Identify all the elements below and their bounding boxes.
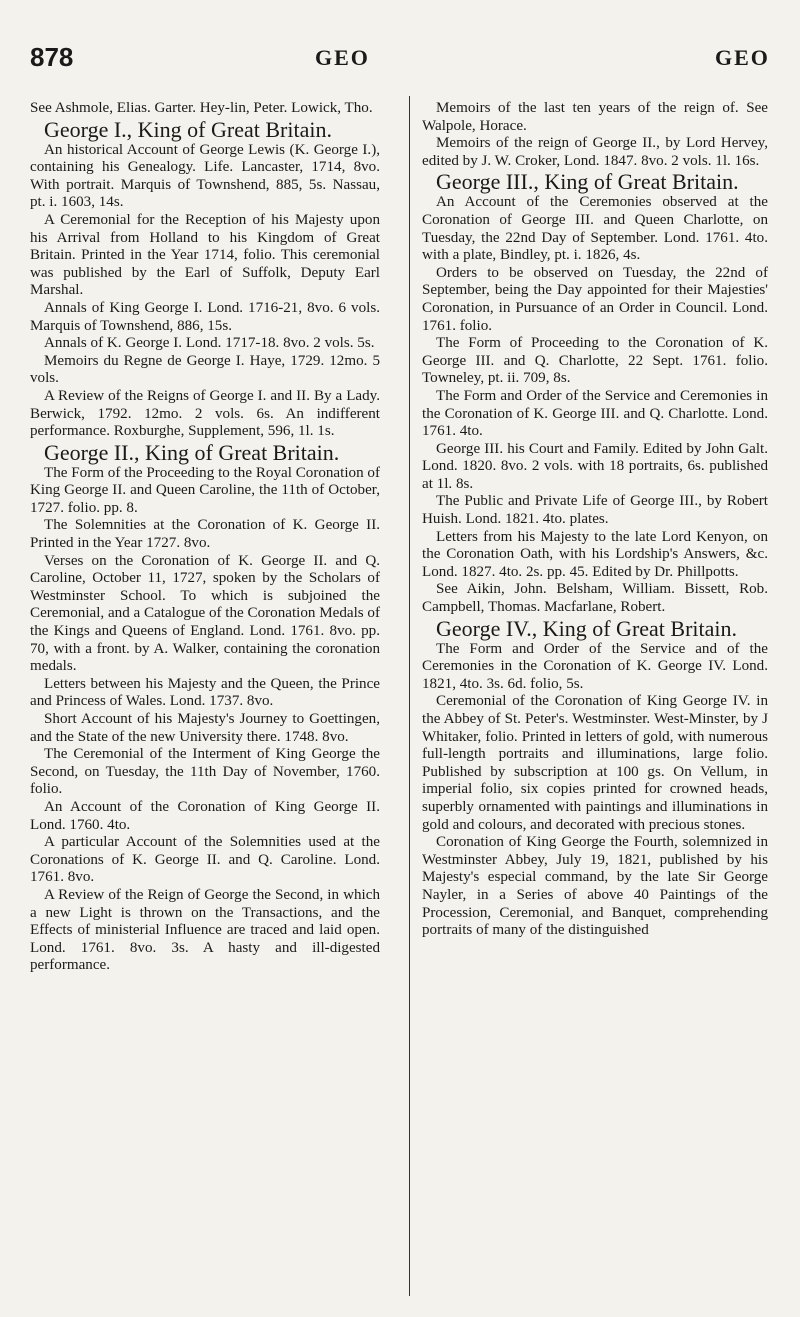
entry: A Review of the Reign of George the Second, in which a new Light is thrown on the Transactions, and the Effects of ministerial Influence are traced and laid open. Lond. 1761. 8vo. 3s. A hasty and ill-digested performance.: [30, 886, 380, 974]
entry: The Ceremonial of the Interment of King George the Second, on Tuesday, the 11th Day of November, 1760. folio.: [30, 746, 380, 798]
see-reference: See Ashmole, Elias. Garter. Hey-lin, Peter. Lowick, Tho.: [30, 100, 373, 116]
heading-george-iv: George IV., King of Great Britain.: [436, 615, 738, 641]
entry: The Form and Order of the Service and Ceremonies in the Coronation of K. George III. and Q. Charlotte. Lond. 1761. 4to.: [422, 387, 768, 440]
entry: Annals of King George I. Lond. 1716-21, 8vo. 6 vols. Marquis of Townshend, 886, 15s.: [30, 299, 380, 334]
entry: An historical Account of George Lewis (K. George I.), containing his Genealogy. Life. Lancaster, 1714, 8vo. With portrait. Marquis of Townshend, 885, 5s. Nassau, pt. i. 1603, 14s.: [30, 141, 380, 211]
page-number: 878: [30, 42, 74, 72]
entry: A Ceremonial for the Reception of his Majesty upon his Arrival from Holland to his Kingdom of Great Britain. Printed in the Year 1714, folio. This ceremonial was published by the Earl of Suffolk, Deputy Earl Marshal.: [30, 211, 380, 299]
entry: Orders to be observed on Tuesday, the 22nd of September, being the Day appointed for their Majesties' Coronation, in Pursuance of an Order in Council. Lond. 1761. folio.: [422, 264, 768, 334]
entry: The Solemnities at the Coronation of K. George II. Printed in the Year 1727. 8vo.: [30, 517, 380, 552]
entry: An Account of the Ceremonies observed at the Coronation of George III. and Queen Charlotte, on Tuesday, the 22nd Day of September. Lond. 1761. 4to. with a plate, Bindley, pt. i. 1826, 4s.: [422, 194, 768, 264]
heading-george-ii: George II., King of Great Britain.: [44, 439, 340, 465]
entry: A Review of the Reigns of George I. and II. By a Lady. Berwick, 1792. 12mo. 2 vols. 6s. An indifferent performance. Roxburghe, Supplement, 596, 1l. 1s.: [30, 387, 380, 440]
running-header: [30, 42, 770, 82]
heading-george-iii: George III., King of Great Britain.: [436, 169, 739, 195]
header-left-word: GEO: [315, 45, 370, 70]
entry: Annals of K. George I. Lond. 1717-18. 8vo. 2 vols. 5s.: [44, 335, 375, 352]
entry: The Form of the Proceeding to the Royal Coronation of King George II. and Queen Caroline, the 11th of October, 1727. folio. pp. 8.: [30, 464, 380, 516]
entry: A particular Account of the Solemnities used at the Coronations of K. George II. and Q. Caroline. Lond. 1761. 8vo.: [30, 834, 380, 886]
entry: Short Account of his Majesty's Journey to Goettingen, and the State of the new University there. 1748. 8vo.: [30, 711, 380, 745]
entry: Ceremonial of the Coronation of King George IV. in the Abbey of St. Peter's. Westminster. West-Minster, by J Whitaker, folio. Printed in letters of gold, with numerous full-length portraits and illuminations, large folio. Published by subscription at 100 gs. On Vellum, in imperial folio, six copies printed for crowned heads, superbly ornamented with paintings and illuminations in gold and colours, and decorated with precious stones.: [422, 693, 768, 833]
column-divider: [409, 96, 410, 1296]
entry: Verses on the Coronation of K. George II. and Q. Caroline, October 11, 1727, spoken by the Scholars of Westminster School. To which is subjoined the Ceremonial, and a Catalogue of the Coronation Medals of the Kings and Queens of England. Lond. 1761. 8vo. pp. 70, with a front. by A. Walker, containing the coronation medals.: [30, 552, 380, 675]
entry: The Form and Order of the Service and of the Ceremonies in the Coronation of K. George IV. Lond. 1821, 4to. 3s. 6d. folio, 5s.: [422, 640, 768, 692]
entry: An Account of the Coronation of King George II. Lond. 1760. 4to.: [30, 798, 380, 833]
entry: Coronation of King George the Fourth, solemnized in Westminster Abbey, July 19, 1821, published by his Majesty's especial command, by the late Sir George Nayler, in a Series of above 40 Paintings of the Procession, Ceremonial, and Banquet, comprehending portraits of many of the distinguished: [422, 834, 768, 939]
right-column: [422, 100, 768, 940]
entry: See Aikin, John. Belsham, William. Bissett, Rob. Campbell, Thomas. Macfarlane, Robert.: [422, 581, 768, 616]
entry: Memoirs du Regne de George I. Haye, 1729. 12mo. 5 vols.: [30, 352, 380, 387]
header-right-word: GEO: [715, 45, 770, 70]
entry: Memoirs of the reign of George II., by Lord Hervey, edited by J. W. Croker, Lond. 1847. 8vo. 2 vols. 1l. 16s.: [422, 135, 768, 169]
entry: The Form of Proceeding to the Coronation of K. George III. and Q. Charlotte, 22 Sept. 1761. folio. Towneley, pt. ii. 709, 8s.: [422, 335, 768, 387]
heading-george-i: George I., King of Great Britain.: [44, 116, 332, 142]
entry: Letters from his Majesty to the late Lord Kenyon, on the Coronation Oath, with his Lordship's Answers, &c. Lond. 1827. 4to. 2s. pp. 45. Edited by Dr. Phillpotts.: [422, 528, 768, 580]
entry: George III. his Court and Family. Edited by John Galt. Lond. 1820. 8vo. 2 vols. with 18 portraits, 6s. published at 1l. 8s.: [422, 440, 768, 492]
entry: The Public and Private Life of George III., by Robert Huish. Lond. 1821. 4to. plates.: [422, 493, 768, 528]
entry: Letters between his Majesty and the Queen, the Prince and Princess of Wales. Lond. 1737. 8vo.: [30, 675, 380, 710]
entry: Memoirs of the last ten years of the reign of. See Walpole, Horace.: [422, 100, 768, 134]
left-column: [30, 100, 380, 975]
